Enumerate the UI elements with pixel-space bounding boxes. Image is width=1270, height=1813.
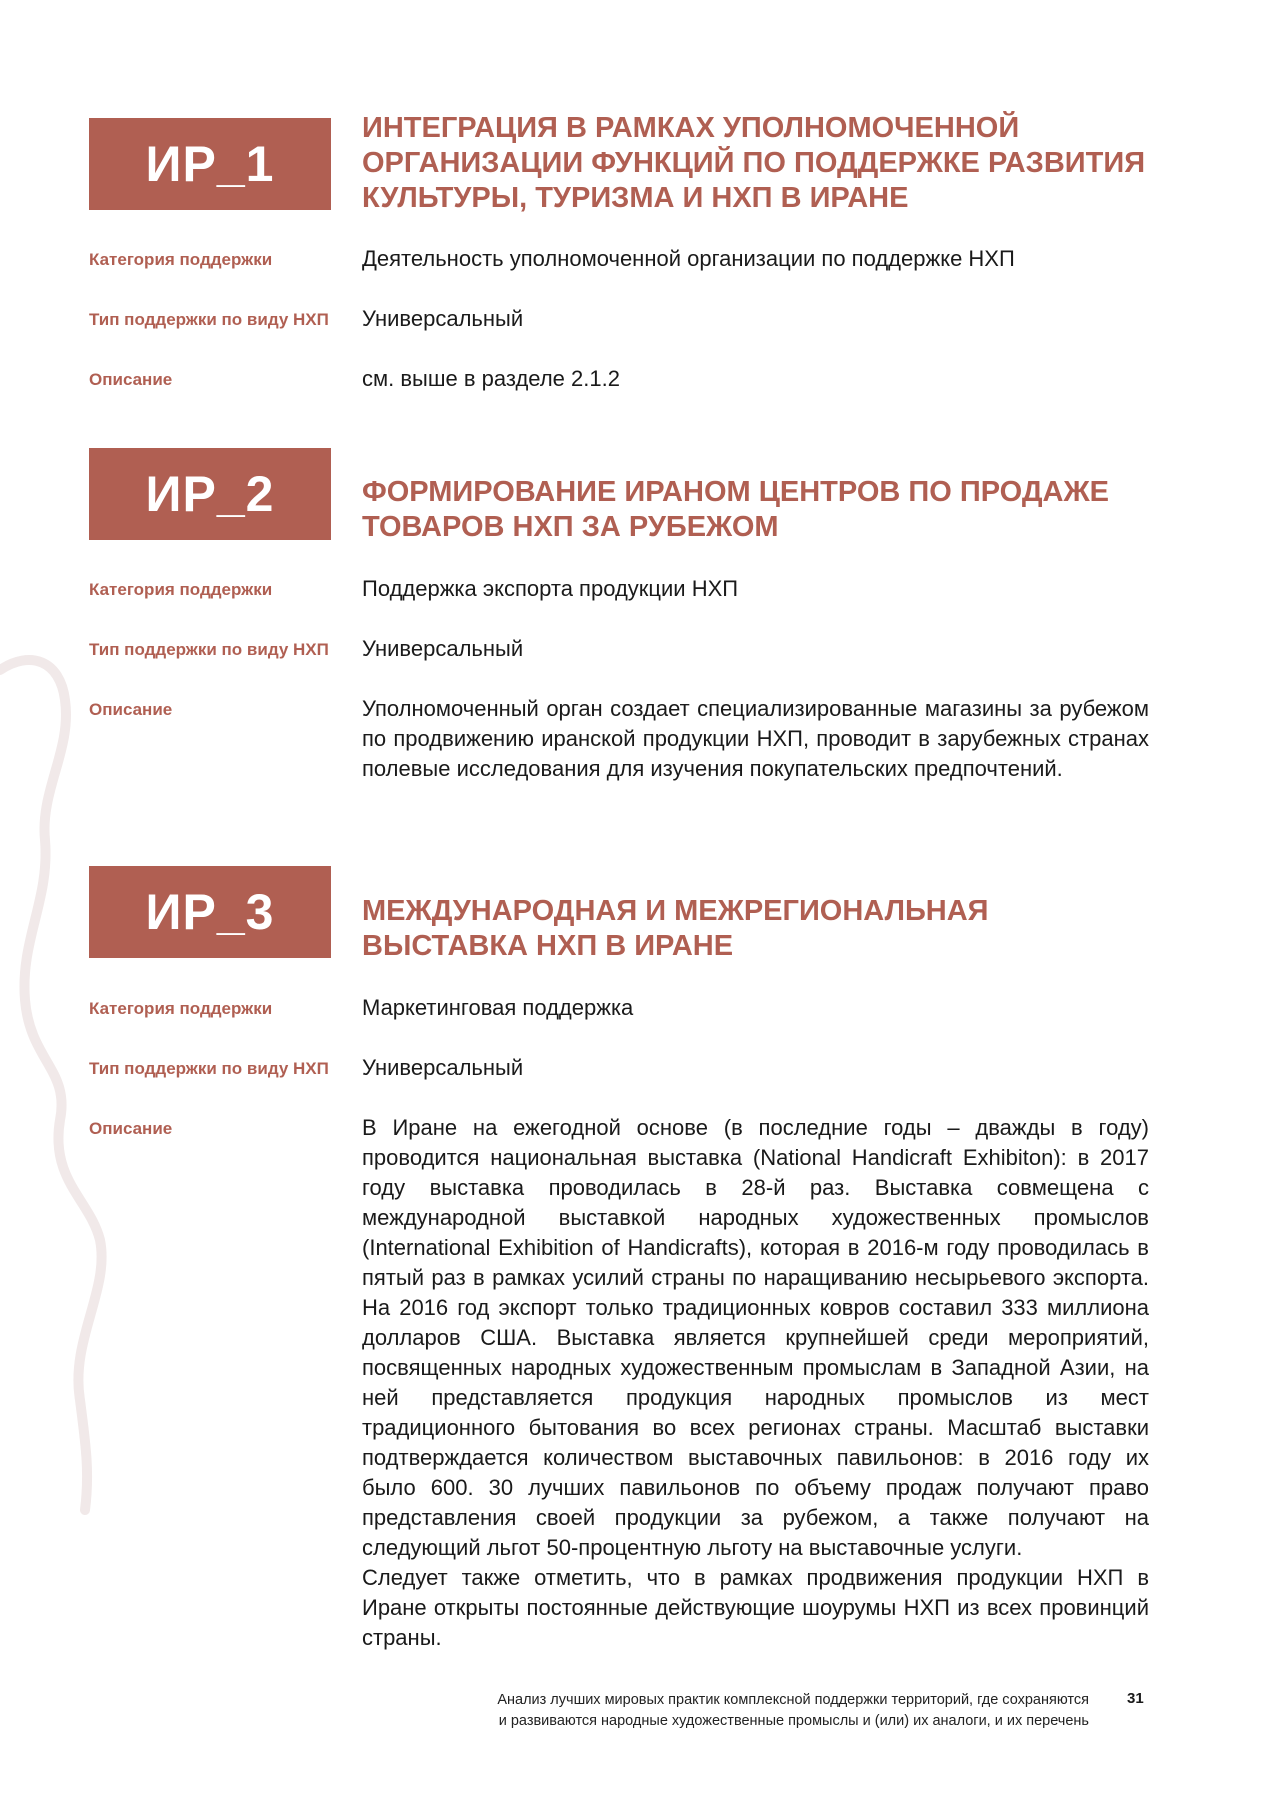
decorative-map-outline bbox=[0, 640, 130, 1540]
row-value: Деятельность уполномоченной организации по поддержке НХП bbox=[362, 246, 1015, 271]
row-value: Маркетинговая поддержка bbox=[362, 995, 634, 1020]
row-value: Универсальный bbox=[362, 306, 524, 331]
row-value: Универсальный bbox=[362, 1055, 524, 1080]
row-label: Описание bbox=[89, 370, 173, 389]
row-label: Тип поддержки по виду НХП bbox=[89, 310, 329, 329]
row-value: Уполномоченный орган создает специализированные магазины за рубежом по продвижению иранской продукции НХП, проводит в зарубежных странах полевые исследования для изучения покупательских предпочтений. bbox=[362, 696, 1149, 781]
section-title: ФОРМИРОВАНИЕ ИРАНОМ ЦЕНТРОВ ПО ПРОДАЖЕ ТОВАРОВ НХП ЗА РУБЕЖОМ bbox=[362, 476, 1110, 543]
page-number: 31 bbox=[1127, 1690, 1144, 1707]
row-label: Категория поддержки bbox=[89, 580, 273, 599]
section-title: ИНТЕГРАЦИЯ В РАМКАХ УПОЛНОМОЧЕННОЙ ОРГАНИЗАЦИИ ФУНКЦИЙ ПО ПОДДЕРЖКЕ РАЗВИТИЯ КУЛЬТУРЫ, ТУРИЗМА И НХП В ИРАНЕ bbox=[362, 112, 1146, 214]
footer-line: и развиваются народные художественные промыслы и (или) их аналоги, и их перечень bbox=[498, 1713, 1089, 1729]
row-value: Поддержка экспорта продукции НХП bbox=[362, 576, 739, 601]
section-code-badge: ИР_2 bbox=[89, 448, 331, 540]
description-paragraph: Следует также отметить, что в рамках продвижения продукции НХП в Иране открыты постоянные действующие шоурумы НХП из всех провинций страны. bbox=[362, 1565, 1149, 1650]
section-code-badge: ИР_1 bbox=[89, 118, 331, 210]
row-label: Тип поддержки по виду НХП bbox=[89, 1059, 329, 1078]
row-label: Категория поддержки bbox=[89, 250, 273, 269]
row-value: Универсальный bbox=[362, 636, 524, 661]
row-label: Описание bbox=[89, 700, 173, 719]
row-label: Тип поддержки по виду НХП bbox=[89, 640, 329, 659]
footer-line: Анализ лучших мировых практик комплексной поддержки территорий, где сохраняются bbox=[497, 1692, 1089, 1708]
section-code-badge: ИР_3 bbox=[89, 866, 331, 958]
section-title: МЕЖДУНАРОДНАЯ И МЕЖРЕГИОНАЛЬНАЯ ВЫСТАВКА НХП В ИРАНЕ bbox=[362, 895, 989, 962]
row-label: Категория поддержки bbox=[89, 999, 273, 1018]
row-label: Описание bbox=[89, 1119, 173, 1138]
page-footer bbox=[369, 1690, 1089, 1732]
description bbox=[362, 1113, 1149, 1653]
row-value: см. выше в разделе 2.1.2 bbox=[362, 366, 620, 391]
description-paragraph: В Иране на ежегодной основе (в последние годы – дважды в году) проводится национальная выставка (National Handicraft Exhibiton): в 2017 году выставка проводилась в 28-й раз. Выставка совмещена с международной выставкой народных художественных промыслов (International Exhibition of Handicrafts), которая в 2016-м году проводилась в пятый раз в рамках усилий страны по наращиванию несырьевого экспорта. На 2016 год экспорт только традиционных ковров составил 333 миллиона долларов США. Выставка является крупнейшей среди мероприятий, посвященных народных художественным промыслам в Западной Азии, на ней представляется продукция народных промыслов из мест традиционного бытования во всех регионах страны. Масштаб выставки подтверждается количеством выставочных павильонов: в 2016 году их было 600. 30 лучших павильонов по объему продаж получают право представления своей продукции за рубежом, а также получают на следующий льгот 50-процентную льготу на выставочные услуги. bbox=[362, 1115, 1149, 1560]
